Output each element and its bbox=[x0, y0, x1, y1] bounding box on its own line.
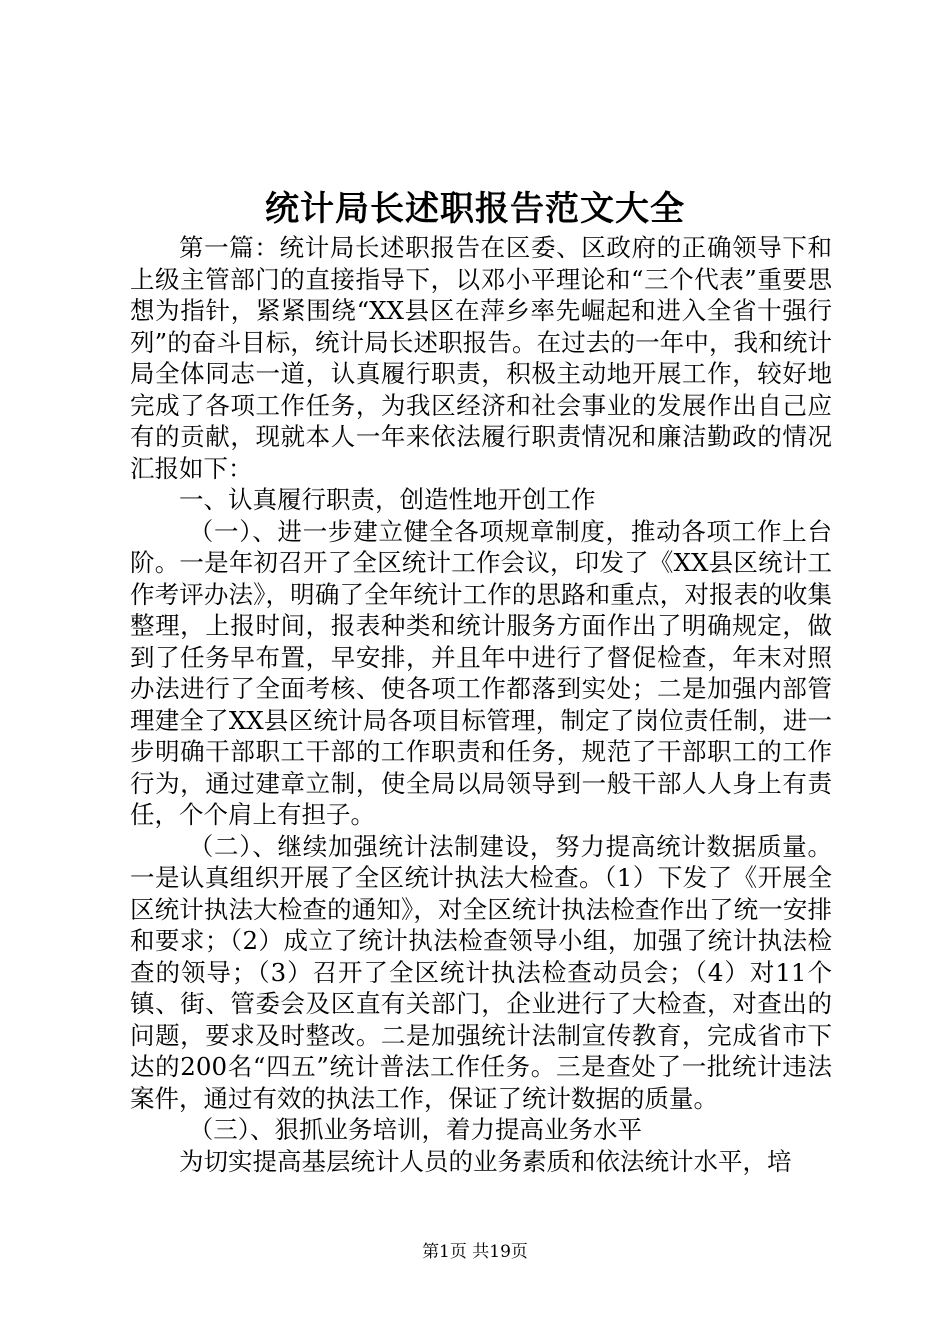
page-footer: 第1页 共19页 bbox=[422, 1242, 528, 1262]
section-heading-1: 一、认真履行职责，创造性地开创工作 bbox=[179, 485, 596, 514]
document-body bbox=[130, 232, 832, 1177]
paragraph-subsection-1: （一）、进一步建立健全各项规章制度，推动各项工作上台阶。一是年初召开了全区统计工作会议，印发了《XX县区统计工作考评办法》，明确了全年统计工作的思路和重点，对报表的收集整理，上报时间，报表种类和统计服务方面作出了明确规定，做到了任务早布置，早安排，并且年中进行了督促检查，年末对照办法进行了全面考核、使各项工作都落到实处；二是加强内部管理建全了XX县区统计局各项目标管理，制定了岗位责任制，进一步明确干部职工干部的工作职责和任务，规范了干部职工的工作行为，通过建章立制，使全局以局领导到一般干部人人身上有责任，个个肩上有担子。 bbox=[130, 516, 832, 829]
paragraph-intro: 第一篇：统计局长述职报告在区委、区政府的正确领导下和上级主管部门的直接指导下，以邓小平理论和“三个代表”重要思想为指针，紧紧围绕“XX县区在萍乡率先崛起和进入全省十强行列”的奋斗目标，统计局长述职报告。在过去的一年中，我和统计局全体同志一道，认真履行职责，积极主动地开展工作，较好地完成了各项工作任务，为我区经济和社会事业的发展作出自己应有的贡献，现就本人一年来依法履行职责情况和廉洁勤政的情况汇报如下： bbox=[130, 233, 832, 483]
paragraph-subsection-3: 为切实提高基层统计人员的业务素质和依法统计水平，培 bbox=[179, 1146, 792, 1176]
subsection-heading-3: （三）、狠抓业务培训，着力提高业务水平 bbox=[188, 1115, 643, 1144]
paragraph-subsection-2: （二）、继续加强统计法制建设，努力提高统计数据质量。一是认真组织开展了全区统计执法大检查。（1）下发了《开展全区统计执法大检查的通知》，对全区统计执法检查作出了统一安排和要求；（2）成立了统计执法检查领导小组，加强了统计执法检查的领导；（3）召开了全区统计执法检查动员会；（4）对11个镇、街、管委会及区直有关部门，企业进行了大检查，对查出的问题，要求及时整改。二是加强统计法制宣传教育，完成省市下达的200名“四五”统计普法工作任务。三是查处了一批统计违法案件，通过有效的执法工作，保证了统计数据的质量。 bbox=[130, 831, 832, 1113]
document-title: 统计局长述职报告范文大全 bbox=[265, 189, 685, 229]
